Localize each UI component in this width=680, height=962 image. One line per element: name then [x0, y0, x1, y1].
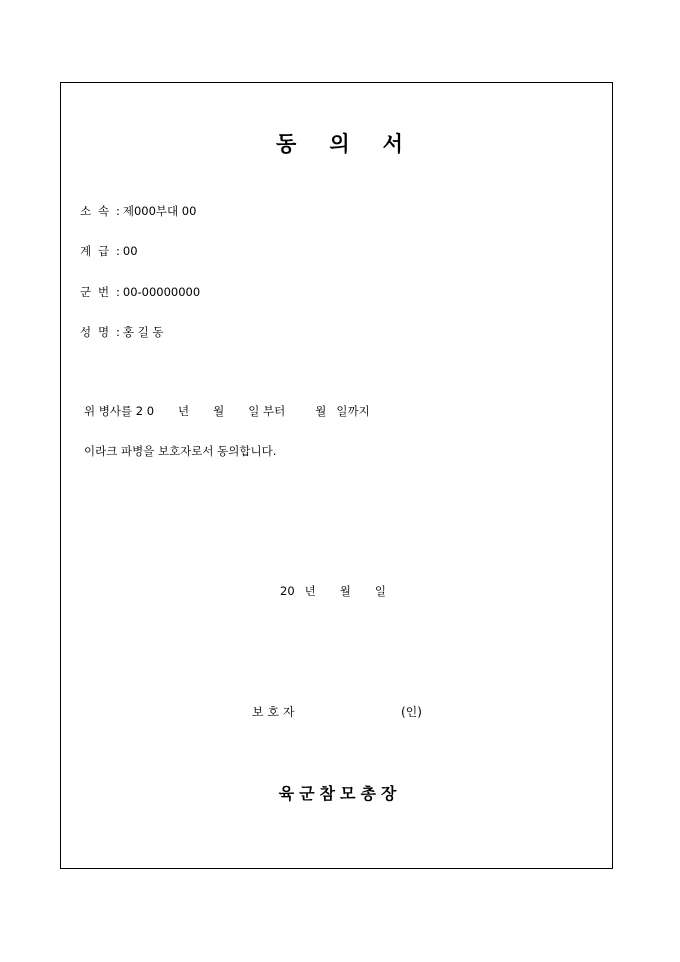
statement-text: 월: [213, 404, 225, 418]
title-char: 동: [276, 131, 298, 156]
issuing-authority: 육군참모총장: [278, 784, 402, 803]
date-year: 년: [304, 584, 316, 598]
field-value: 00-00000000: [122, 285, 201, 299]
field-separator: :: [116, 204, 120, 218]
document-date: [280, 583, 386, 599]
document-title: [0, 128, 680, 158]
date-day: 일: [374, 584, 386, 598]
field-label: 소 속: [80, 204, 110, 218]
title-char: 서: [382, 131, 404, 156]
statement-text: 일 부터: [248, 404, 286, 418]
field-separator: :: [116, 285, 120, 299]
statement-line-1: [84, 403, 370, 419]
field-separator: :: [116, 325, 120, 339]
field-value: 00: [122, 244, 138, 258]
field-label: 성 명: [80, 325, 110, 339]
seal-mark: (인): [401, 705, 422, 719]
field-value: 제000부대 00: [122, 204, 197, 218]
statement-text: 일까지: [336, 404, 370, 418]
guardian-label: 보 호 자: [252, 705, 295, 719]
document-border: [60, 82, 613, 869]
statement-text: 년: [178, 404, 190, 418]
date-year-prefix: 20: [280, 584, 295, 598]
field-label: 계 급: [80, 244, 110, 258]
statement-text: 위 병사를 2 0: [84, 404, 155, 418]
field-rank: [80, 243, 138, 259]
field-unit: [80, 203, 196, 219]
statement-text: 월: [315, 404, 327, 418]
field-service-number: [80, 284, 200, 300]
field-separator: :: [116, 244, 120, 258]
field-value: 홍 길 동: [122, 325, 164, 339]
date-month: 월: [339, 584, 351, 598]
statement-line-2: 이라크 파병을 보호자로서 동의합니다.: [84, 444, 277, 458]
title-char: 의: [329, 131, 351, 156]
field-name: [80, 324, 164, 340]
field-label: 군 번: [80, 285, 110, 299]
